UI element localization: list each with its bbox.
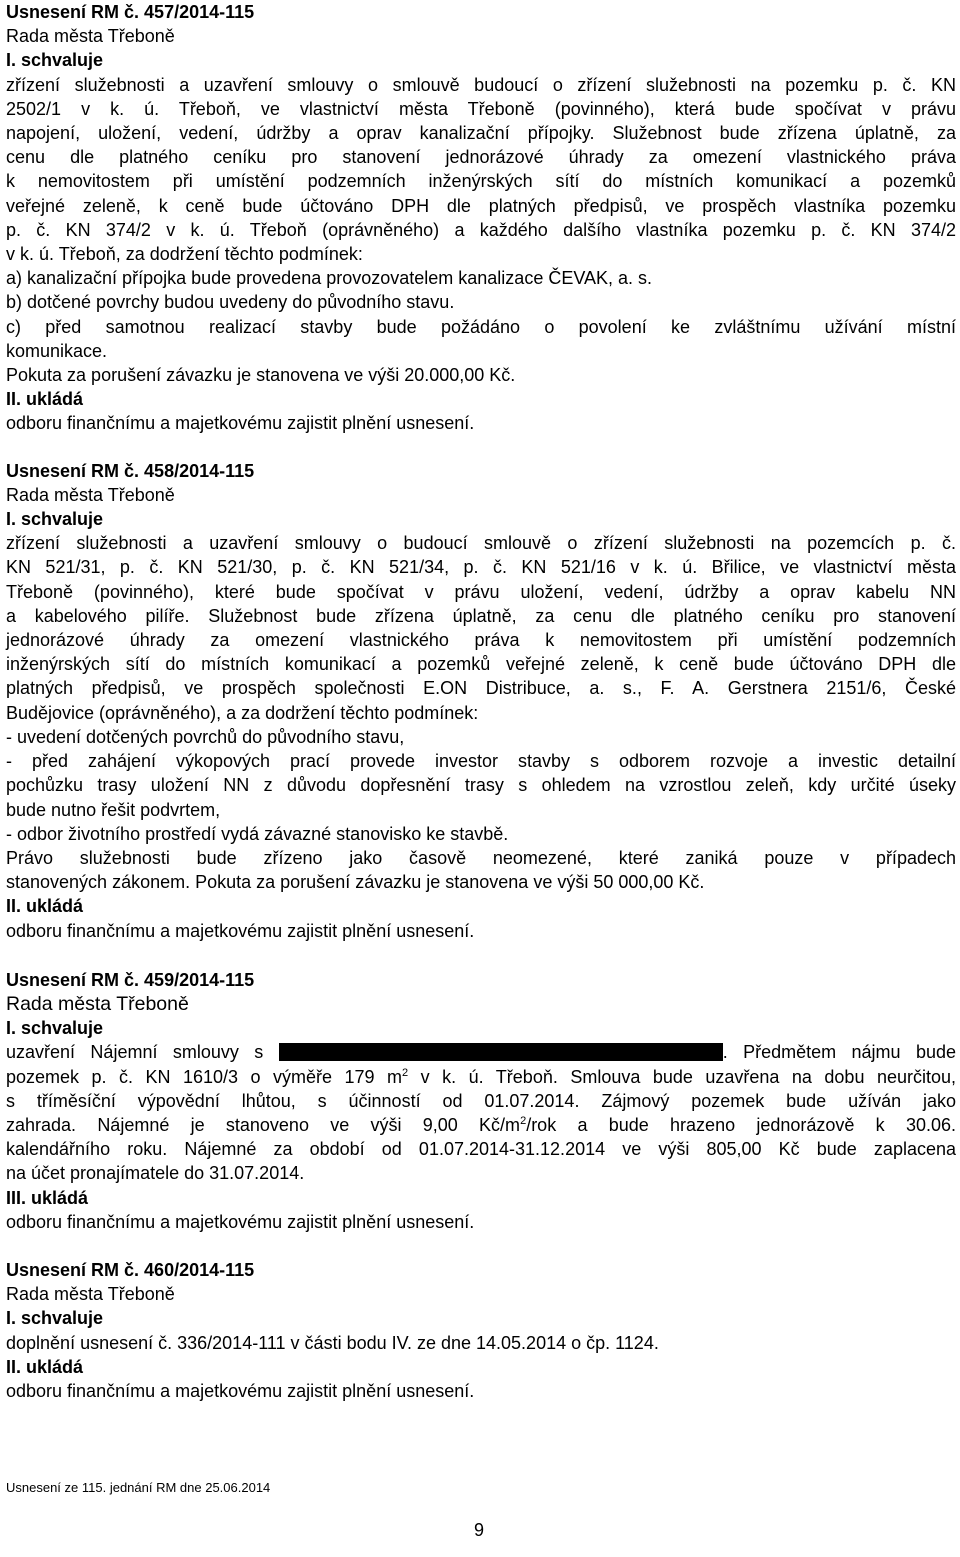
text-line: kalendářního roku. Nájemné za období od 01.07.2014-31.12.2014 ve výši 805,00 Kč bude zaplacena	[6, 1139, 956, 1160]
text-line: - odbor životního prostředí vydá závazné stanovisko ke stavbě.	[6, 823, 509, 844]
text-line: pochůzku trasy uložení NN z důvodu dopřesnění trasy s ohledem na vzrostlou zeleň, kdy určité úseky	[6, 775, 956, 796]
text-fragment: uzavření Nájemní smlouvy s	[6, 1042, 264, 1063]
text-line: Právo služebnosti bude zřízeno jako časově neomezené, které zaniká pouze v případech	[6, 847, 956, 868]
text-line: Třeboně (povinného), které bude spočívat v právu uložení, vedení, údržby a oprav kabelu NN	[6, 581, 956, 602]
text-fragment: /rok a bude hrazeno jednorázově k 30.06.	[526, 1114, 956, 1135]
text-line: KN 521/31, p. č. KN 521/30, p. č. KN 521/34, p. č. KN 521/16 v k. ú. Břilice, ve vlastnictví města	[6, 557, 956, 578]
text-line: zřízení služebnosti a uzavření smlouvy o smlouvě budoucí o zřízení služebnosti na pozemku p. č. KN	[6, 74, 956, 95]
text-line: 2502/1 v k. ú. Třeboň, ve vlastnictví města Třeboně (povinného), která bude spočívat v právu	[6, 98, 956, 119]
approve-heading: I. schvaluje	[6, 1308, 104, 1329]
text-line: inženýrských sítí do místních komunikací a pozemků veřejné zeleně, k ceně bude účtováno DPH dle	[6, 654, 956, 675]
text-line: zřízení služebnosti a uzavření smlouvy o budoucí smlouvě o zřízení služebnosti na pozemcích p. č.	[6, 533, 956, 554]
text-fragment: . Předmětem nájmu bude	[722, 1042, 956, 1063]
text-line: bude nutno řešit podvrtem,	[6, 799, 221, 820]
resolution-title: Usnesení RM č. 457/2014-115	[6, 2, 255, 22]
text-line: b) dotčené povrchy budou uvedeny do původního stavu.	[6, 292, 455, 313]
task-text: odboru finančnímu a majetkovému zajistit plnění usnesení.	[6, 1211, 475, 1232]
approve-heading: I. schvaluje	[6, 509, 104, 530]
task-heading: II. ukládá	[6, 389, 84, 410]
text-line: cenu dle platného ceníku pro stanovení jednorázové úhrady za omezení vlastnického práva	[6, 147, 956, 168]
council-name: Rada města Třeboně	[6, 484, 175, 505]
text-line: - před zahájení výkopových prací provede investor stavby s odborem rozvoje a investic detailní	[6, 751, 956, 772]
text-line: k nemovitostem při umístění podzemních inženýrských sítí do místních komunikací a pozemků	[6, 171, 956, 192]
text-fragment: zahrada. Nájemné je stanoveno ve výši 9,00 Kč/m	[6, 1114, 521, 1135]
approve-heading: I. schvaluje	[6, 1018, 104, 1039]
resolution-458	[6, 459, 956, 943]
text-line: a) kanalizační přípojka bude provedena provozovatelem kanalizace ČEVAK, a. s.	[6, 268, 653, 289]
page-number: 9	[474, 1520, 485, 1540]
text-line	[6, 1065, 956, 1089]
task-text: odboru finančnímu a majetkovému zajistit plnění usnesení.	[6, 920, 475, 941]
text-line: stanovených zákonem. Pokuta za porušení závazku je stanovena ve výši 50 000,00 Kč.	[6, 872, 705, 893]
text-line: jednorázové úhrady za omezení vlastnického práva k nemovitostem při umístění podzemních	[6, 630, 956, 651]
task-heading: III. ukládá	[6, 1187, 89, 1208]
resolution-title: Usnesení RM č. 458/2014-115	[6, 460, 255, 481]
text-line: s tříměsíční výpovědní lhůtou, s účinností od 01.07.2014. Zájmový pozemek bude užíván jako	[6, 1090, 956, 1111]
text-line: p. č. KN 374/2 v k. ú. Třeboň (oprávněného) a každého dalšího vlastníka pozemku p. č. KN 374/2	[6, 219, 956, 240]
page-footer: Usnesení ze 115. jednání RM dne 25.06.2014	[6, 1480, 271, 1495]
council-name: Rada města Třeboně	[6, 992, 189, 1015]
superscript: 2	[402, 1066, 409, 1079]
text-line: na účet pronajímatele do 31.07.2014.	[6, 1163, 305, 1184]
task-heading: II. ukládá	[6, 1356, 84, 1377]
council-name: Rada města Třeboně	[6, 26, 175, 47]
council-name: Rada města Třeboně	[6, 1284, 175, 1305]
resolution-title: Usnesení RM č. 460/2014-115	[6, 1259, 255, 1280]
text-line: napojení, uložení, vedení, údržby a oprav kanalizační přípojky. Služebnost bude zřízena úplatně, za	[6, 123, 956, 144]
text-fragment: v k. ú. Třeboň. Smlouva bude uzavřena na dobu neurčitou,	[408, 1066, 956, 1087]
redacted-name-block	[279, 1043, 723, 1061]
resolution-title: Usnesení RM č. 459/2014-115	[6, 969, 255, 990]
document-page	[6, 0, 956, 1403]
superscript: 2	[520, 1114, 527, 1127]
task-text: odboru finančnímu a majetkovému zajistit plnění usnesení.	[6, 1380, 475, 1401]
text-line: Budějovice (oprávněného), a za dodržení těchto podmínek:	[6, 702, 479, 723]
task-heading: II. ukládá	[6, 896, 84, 917]
task-text: odboru finančnímu a majetkovému zajistit plnění usnesení.	[6, 413, 475, 434]
text-line: platných předpisů, ve prospěch společnosti E.ON Distribuce, a. s., F. A. Gerstnera 2151/6, České	[6, 678, 956, 699]
resolution-457	[6, 0, 956, 436]
text-line: veřejné zeleně, k ceně bude účtováno DPH dle platných předpisů, ve prospěch vlastníka pozemku	[6, 195, 956, 216]
text-line: - uvedení dotčených povrchů do původního stavu,	[6, 726, 405, 747]
resolution-460	[6, 1258, 956, 1403]
text-line: komunikace.	[6, 340, 108, 361]
text-line: v k. ú. Třeboň, za dodržení těchto podmínek:	[6, 244, 363, 265]
resolution-459	[6, 968, 956, 1234]
text-fragment: pozemek p. č. KN 1610/3 o výměře 179 m	[6, 1066, 403, 1087]
text-line: Pokuta za porušení závazku je stanovena ve výši 20.000,00 Kč.	[6, 365, 516, 386]
text-line	[6, 1113, 956, 1137]
text-line	[6, 1040, 956, 1064]
text-line: a kabelového pilíře. Služebnost bude zřízena úplatně, za cenu dle platného ceníku pro stanovení	[6, 605, 956, 626]
text-line: doplnění usnesení č. 336/2014-111 v části bodu IV. ze dne 14.05.2014 o čp. 1124.	[6, 1332, 659, 1353]
approve-heading: I. schvaluje	[6, 50, 104, 71]
text-line: c) před samotnou realizací stavby bude požádáno o povolení ke zvláštnímu užívání místní	[6, 316, 956, 337]
